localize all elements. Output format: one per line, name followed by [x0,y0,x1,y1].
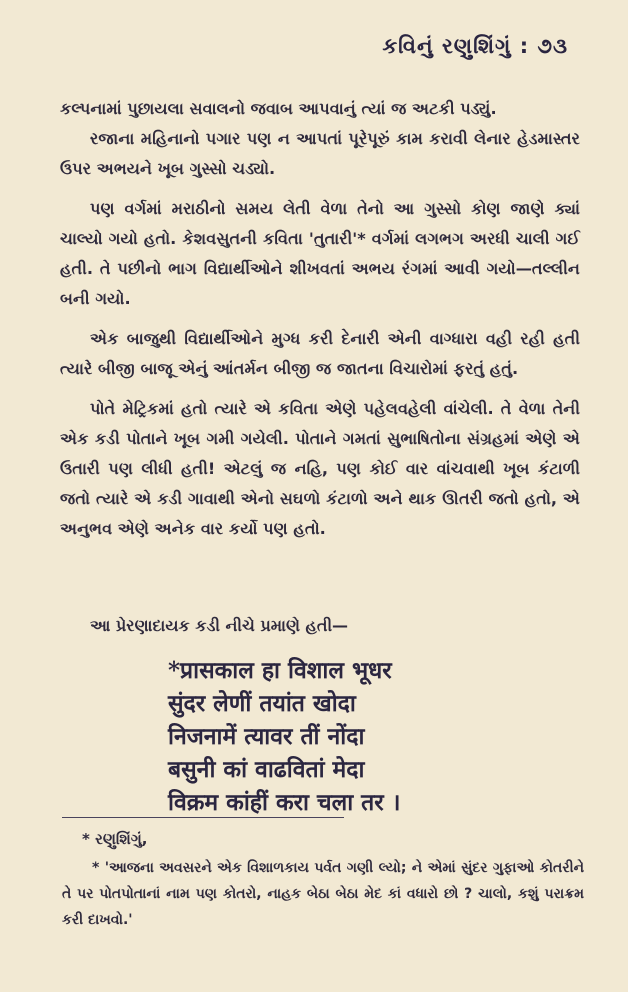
running-header: કવિનું રણુશિંગું : ૭૩ [382,34,568,58]
footnote-divider [62,817,344,818]
verse-line-5: विक्रम कांहीं करा चला तर । [168,789,401,816]
poem-intro: આ પ્રેરણાદાયક કડી નીચે પ્રમાણે હતી— [90,616,349,635]
paragraph-2: રજાના મહિનાનો પગાર પણ ન આપતાં પૂરેપૂરું કામ કરાવી લેનાર હેડમાસ્તર ઉપર અભયને ખૂબ ગુસ્સો ચડ્યો. [60,129,580,178]
verse-line-4: बसुनी कां वाढवितां मेदा [168,756,365,783]
paragraph-1: કલ્પનામાં પુછાયલા સવાલનો જવાબ આપવાનું ત્યાં જ અટકી પડ્યું. [60,99,497,118]
main-text [60,94,580,554]
marathi-verse [168,654,400,819]
footnote-marker: * રણુશિંગું, [82,830,148,848]
footnote-translation: * 'આજના અવસરને એક વિશાળકાય પર્વત ગણી લ્યો; ને એમાં સુંદર ગુફાઓ કોતરીને તે પર પોતપોતાનાં નામ પણ કોતરો, નાહક બેઠા બેઠા મેદ કાં વધારો છો ? ચાલો, કશું પરાક્રમ કરી દાખવો.' [62,860,584,928]
paragraph-4: એક બાજુથી વિદ્યાર્થીઓને મુગ્ધ કરી દેનારી એની વાગ્ધારા વહી રહી હતી ત્યારે બીજી બાજૂ એનું આંતર્મન બીજી જ જાતના વિચારોમાં ફરતું હતું. [60,329,580,378]
verse-line-1: *प्रासकाल हा विशाल भूधर [168,657,392,684]
paragraph-5: પોતે મેટ્રિકમાં હતો ત્યારે એ કવિતા એણે પહેલવહેલી વાંચેલી. તે વેળા તેની એક કડી પોતાને ખૂબ ગમી ગયેલી. પોતાને ગમતાં સુભાષિતોના સંગ્રહમાં એણે એ ઉતારી પણ લીધી હતી! એટલું જ નહિ, પણ કોઈ વાર વાંચવાથી ખૂબ કંટાળી જતો ત્યારે એ કડી ગાવાથી એનો સઘળો કંટાળો અને થાક ઊતરી જતો હતો, એ અનુભવ એણે અનેક વાર કર્યો પણ હતો. [60,399,580,538]
verse-line-3: निजनामें त्यावर तीं नोंदा [168,723,365,750]
paragraph-3: પણ વર્ગમાં મરાઠીનો સમય લેતી વેળા તેનો આ ગુસ્સો કોણ જાણે ક્યાં ચાલ્યો ગયો હતો. કેશવસુતની કવિતા 'તુતારી'* વર્ગમાં લગભગ અરધી ચાલી ગઈ હતી. તે પછીનો ભાગ વિદ્યાર્થીઓને શીખવતાં અભય રંગમાં આવી ગયો—તલ્લીન બની ગયો. [60,199,580,308]
verse-line-2: सुंदर लेणीं तयांत खोदा [168,690,356,717]
